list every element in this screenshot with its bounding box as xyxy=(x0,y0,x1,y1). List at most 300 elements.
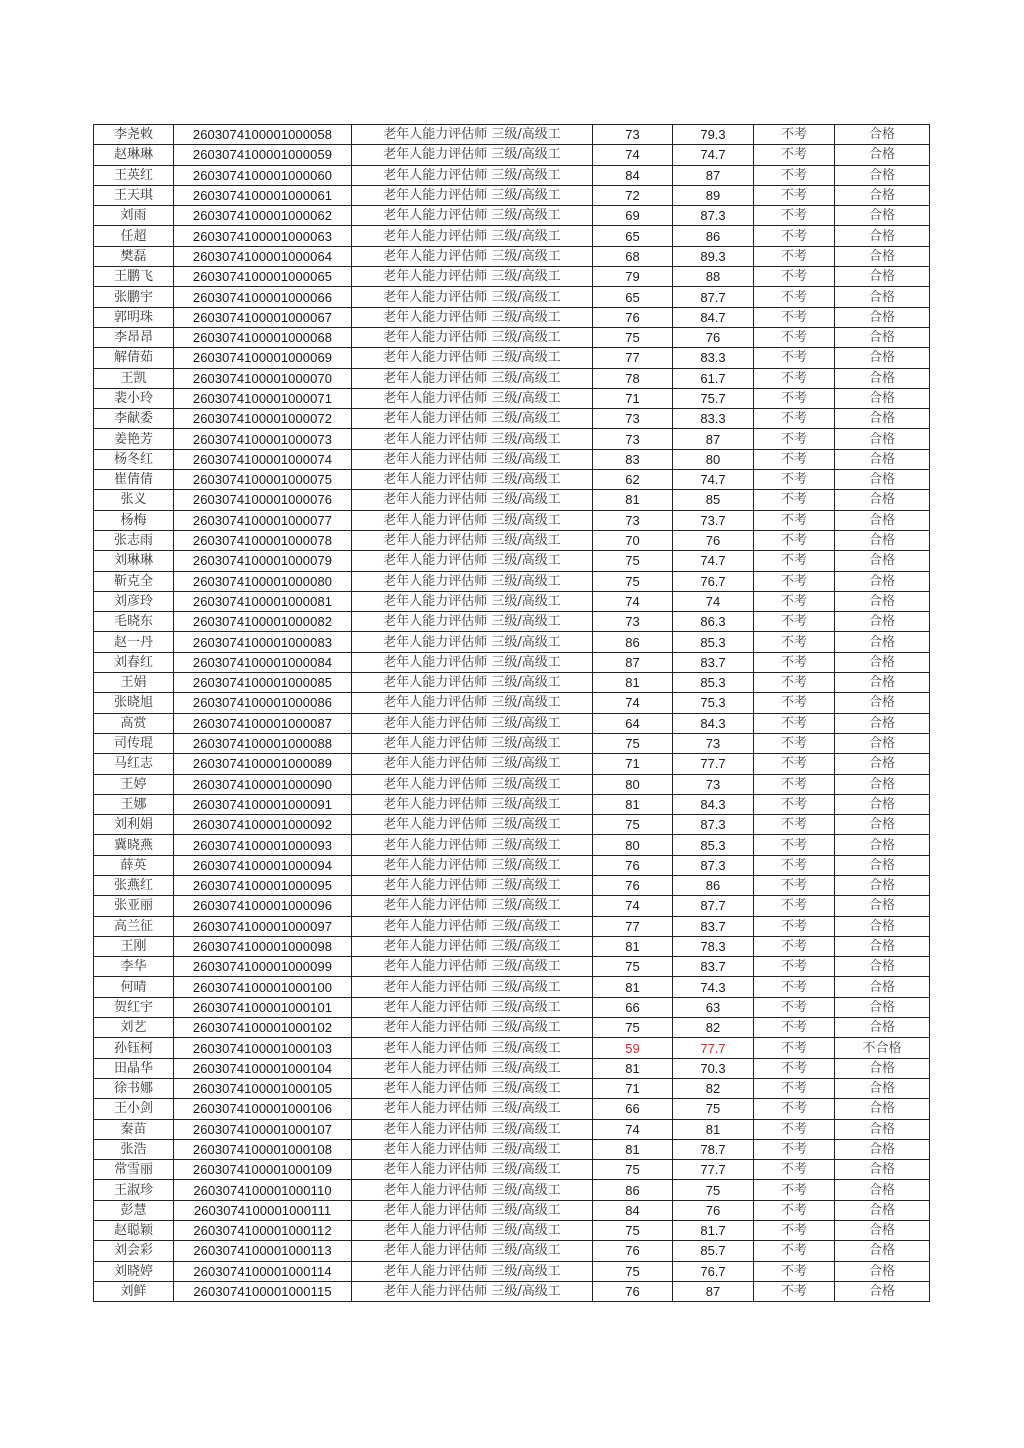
candidate-id: 2603074100001000059 xyxy=(174,145,352,165)
candidate-name: 刘会彩 xyxy=(94,1241,174,1261)
theory-score: 84 xyxy=(593,1200,673,1220)
theory-score: 66 xyxy=(593,997,673,1017)
table-row xyxy=(94,307,930,327)
candidate-id: 2603074100001000077 xyxy=(174,510,352,530)
result-status: 合格 xyxy=(835,165,930,185)
occupation-level: 老年人能力评估师 三级/高级工 xyxy=(352,754,593,774)
table-row xyxy=(94,1160,930,1180)
skill-score: 85.3 xyxy=(673,835,754,855)
table-row xyxy=(94,774,930,794)
candidate-name: 刘艺 xyxy=(94,1018,174,1038)
occupation-level: 老年人能力评估师 三级/高级工 xyxy=(352,733,593,753)
table-row xyxy=(94,1221,930,1241)
table-row xyxy=(94,1261,930,1281)
skill-score: 87 xyxy=(673,1281,754,1301)
table-row xyxy=(94,125,930,145)
table-row xyxy=(94,1099,930,1119)
theory-score: 75 xyxy=(593,1261,673,1281)
candidate-name: 常雪丽 xyxy=(94,1160,174,1180)
theory-score: 75 xyxy=(593,815,673,835)
candidate-id: 2603074100001000109 xyxy=(174,1160,352,1180)
table-row xyxy=(94,145,930,165)
occupation-level: 老年人能力评估师 三级/高级工 xyxy=(352,1221,593,1241)
result-status: 合格 xyxy=(835,1221,930,1241)
skill-score: 88 xyxy=(673,267,754,287)
result-status: 合格 xyxy=(835,267,930,287)
skill-score: 89.3 xyxy=(673,246,754,266)
candidate-id: 2603074100001000108 xyxy=(174,1139,352,1159)
review-score: 不考 xyxy=(754,470,835,490)
candidate-name: 秦苗 xyxy=(94,1119,174,1139)
review-score: 不考 xyxy=(754,185,835,205)
occupation-level: 老年人能力评估师 三级/高级工 xyxy=(352,673,593,693)
candidate-id: 2603074100001000073 xyxy=(174,429,352,449)
candidate-name: 冀晓燕 xyxy=(94,835,174,855)
candidate-id: 2603074100001000080 xyxy=(174,571,352,591)
occupation-level: 老年人能力评估师 三级/高级工 xyxy=(352,794,593,814)
occupation-level: 老年人能力评估师 三级/高级工 xyxy=(352,307,593,327)
candidate-name: 靳克全 xyxy=(94,571,174,591)
table-row xyxy=(94,591,930,611)
occupation-level: 老年人能力评估师 三级/高级工 xyxy=(352,1038,593,1058)
review-score: 不考 xyxy=(754,815,835,835)
candidate-id: 2603074100001000078 xyxy=(174,530,352,550)
occupation-level: 老年人能力评估师 三级/高级工 xyxy=(352,896,593,916)
skill-score: 87.7 xyxy=(673,287,754,307)
table-row xyxy=(94,875,930,895)
occupation-level: 老年人能力评估师 三级/高级工 xyxy=(352,591,593,611)
occupation-level: 老年人能力评估师 三级/高级工 xyxy=(352,1078,593,1098)
occupation-level: 老年人能力评估师 三级/高级工 xyxy=(352,612,593,632)
theory-score: 65 xyxy=(593,226,673,246)
table-row xyxy=(94,612,930,632)
candidate-name: 王天琪 xyxy=(94,185,174,205)
theory-score: 81 xyxy=(593,1058,673,1078)
skill-score: 87.3 xyxy=(673,815,754,835)
review-score: 不考 xyxy=(754,612,835,632)
candidate-id: 2603074100001000072 xyxy=(174,409,352,429)
result-status: 合格 xyxy=(835,794,930,814)
theory-score: 79 xyxy=(593,267,673,287)
result-status: 合格 xyxy=(835,206,930,226)
table-row xyxy=(94,571,930,591)
result-status: 合格 xyxy=(835,490,930,510)
occupation-level: 老年人能力评估师 三级/高级工 xyxy=(352,571,593,591)
candidate-id: 2603074100001000084 xyxy=(174,652,352,672)
table-row xyxy=(94,348,930,368)
theory-score: 59 xyxy=(593,1038,673,1058)
result-status: 合格 xyxy=(835,1281,930,1301)
candidate-name: 赵聪颖 xyxy=(94,1221,174,1241)
skill-score: 74.7 xyxy=(673,551,754,571)
occupation-level: 老年人能力评估师 三级/高级工 xyxy=(352,1261,593,1281)
skill-score: 61.7 xyxy=(673,368,754,388)
skill-score: 84.3 xyxy=(673,794,754,814)
skill-score: 83.3 xyxy=(673,409,754,429)
candidate-name: 刘晓婷 xyxy=(94,1261,174,1281)
candidate-name: 郭明珠 xyxy=(94,307,174,327)
review-score: 不考 xyxy=(754,571,835,591)
theory-score: 75 xyxy=(593,327,673,347)
occupation-level: 老年人能力评估师 三级/高级工 xyxy=(352,551,593,571)
candidate-id: 2603074100001000085 xyxy=(174,673,352,693)
review-score: 不考 xyxy=(754,1281,835,1301)
table-row xyxy=(94,368,930,388)
review-score: 不考 xyxy=(754,794,835,814)
table-row xyxy=(94,794,930,814)
theory-score: 75 xyxy=(593,1018,673,1038)
review-score: 不考 xyxy=(754,287,835,307)
table-row xyxy=(94,510,930,530)
theory-score: 75 xyxy=(593,571,673,591)
candidate-id: 2603074100001000096 xyxy=(174,896,352,916)
candidate-name: 杨梅 xyxy=(94,510,174,530)
candidate-name: 任超 xyxy=(94,226,174,246)
table-row xyxy=(94,429,930,449)
occupation-level: 老年人能力评估师 三级/高级工 xyxy=(352,1241,593,1261)
table-row xyxy=(94,287,930,307)
candidate-name: 杨冬红 xyxy=(94,449,174,469)
candidate-id: 2603074100001000067 xyxy=(174,307,352,327)
review-score: 不考 xyxy=(754,429,835,449)
occupation-level: 老年人能力评估师 三级/高级工 xyxy=(352,652,593,672)
result-status: 合格 xyxy=(835,470,930,490)
theory-score: 75 xyxy=(593,733,673,753)
review-score: 不考 xyxy=(754,997,835,1017)
table-row xyxy=(94,1200,930,1220)
candidate-id: 2603074100001000088 xyxy=(174,733,352,753)
candidate-id: 2603074100001000107 xyxy=(174,1119,352,1139)
review-score: 不考 xyxy=(754,875,835,895)
occupation-level: 老年人能力评估师 三级/高级工 xyxy=(352,1058,593,1078)
table-row xyxy=(94,1058,930,1078)
candidate-name: 崔倩倩 xyxy=(94,470,174,490)
occupation-level: 老年人能力评估师 三级/高级工 xyxy=(352,1281,593,1301)
theory-score: 80 xyxy=(593,835,673,855)
skill-score: 86 xyxy=(673,875,754,895)
review-score: 不考 xyxy=(754,1180,835,1200)
occupation-level: 老年人能力评估师 三级/高级工 xyxy=(352,490,593,510)
skill-score: 76.7 xyxy=(673,571,754,591)
theory-score: 65 xyxy=(593,287,673,307)
candidate-id: 2603074100001000103 xyxy=(174,1038,352,1058)
result-status: 合格 xyxy=(835,1139,930,1159)
table-row xyxy=(94,226,930,246)
occupation-level: 老年人能力评估师 三级/高级工 xyxy=(352,327,593,347)
table-row xyxy=(94,673,930,693)
candidate-name: 彭慧 xyxy=(94,1200,174,1220)
occupation-level: 老年人能力评估师 三级/高级工 xyxy=(352,1139,593,1159)
table-body xyxy=(94,125,930,1302)
result-status: 合格 xyxy=(835,713,930,733)
candidate-name: 孙钰柯 xyxy=(94,1038,174,1058)
occupation-level: 老年人能力评估师 三级/高级工 xyxy=(352,165,593,185)
occupation-level: 老年人能力评估师 三级/高级工 xyxy=(352,125,593,145)
candidate-name: 何晴 xyxy=(94,977,174,997)
table-row xyxy=(94,530,930,550)
candidate-name: 薛英 xyxy=(94,855,174,875)
candidate-name: 刘雨 xyxy=(94,206,174,226)
review-score: 不考 xyxy=(754,774,835,794)
candidate-id: 2603074100001000097 xyxy=(174,916,352,936)
candidate-id: 2603074100001000102 xyxy=(174,1018,352,1038)
candidate-name: 高兰征 xyxy=(94,916,174,936)
skill-score: 74.7 xyxy=(673,470,754,490)
review-score: 不考 xyxy=(754,267,835,287)
occupation-level: 老年人能力评估师 三级/高级工 xyxy=(352,409,593,429)
review-score: 不考 xyxy=(754,125,835,145)
candidate-id: 2603074100001000106 xyxy=(174,1099,352,1119)
skill-score: 74.3 xyxy=(673,977,754,997)
theory-score: 68 xyxy=(593,246,673,266)
candidate-id: 2603074100001000062 xyxy=(174,206,352,226)
table-row xyxy=(94,733,930,753)
review-score: 不考 xyxy=(754,368,835,388)
table-row xyxy=(94,388,930,408)
review-score: 不考 xyxy=(754,957,835,977)
occupation-level: 老年人能力评估师 三级/高级工 xyxy=(352,693,593,713)
review-score: 不考 xyxy=(754,673,835,693)
candidate-name: 樊磊 xyxy=(94,246,174,266)
skill-score: 78.7 xyxy=(673,1139,754,1159)
result-status: 合格 xyxy=(835,1180,930,1200)
table-row xyxy=(94,896,930,916)
candidate-id: 2603074100001000065 xyxy=(174,267,352,287)
skill-score: 73 xyxy=(673,733,754,753)
result-status: 合格 xyxy=(835,896,930,916)
review-score: 不考 xyxy=(754,1139,835,1159)
candidate-id: 2603074100001000061 xyxy=(174,185,352,205)
theory-score: 84 xyxy=(593,165,673,185)
occupation-level: 老年人能力评估师 三级/高级工 xyxy=(352,449,593,469)
candidate-name: 王刚 xyxy=(94,936,174,956)
theory-score: 77 xyxy=(593,916,673,936)
candidate-name: 姜艳芳 xyxy=(94,429,174,449)
occupation-level: 老年人能力评估师 三级/高级工 xyxy=(352,510,593,530)
candidate-name: 裴小玲 xyxy=(94,388,174,408)
review-score: 不考 xyxy=(754,348,835,368)
result-status: 合格 xyxy=(835,246,930,266)
table-row xyxy=(94,977,930,997)
review-score: 不考 xyxy=(754,449,835,469)
skill-score: 76.7 xyxy=(673,1261,754,1281)
theory-score: 86 xyxy=(593,1180,673,1200)
occupation-level: 老年人能力评估师 三级/高级工 xyxy=(352,815,593,835)
occupation-level: 老年人能力评估师 三级/高级工 xyxy=(352,1018,593,1038)
skill-score: 75 xyxy=(673,1180,754,1200)
table-row xyxy=(94,1038,930,1058)
theory-score: 76 xyxy=(593,1241,673,1261)
theory-score: 73 xyxy=(593,429,673,449)
candidate-id: 2603074100001000092 xyxy=(174,815,352,835)
candidate-name: 王凯 xyxy=(94,368,174,388)
occupation-level: 老年人能力评估师 三级/高级工 xyxy=(352,470,593,490)
candidate-name: 赵琳琳 xyxy=(94,145,174,165)
candidate-id: 2603074100001000090 xyxy=(174,774,352,794)
table-row xyxy=(94,470,930,490)
candidate-id: 2603074100001000079 xyxy=(174,551,352,571)
table-row xyxy=(94,693,930,713)
occupation-level: 老年人能力评估师 三级/高级工 xyxy=(352,916,593,936)
review-score: 不考 xyxy=(754,1160,835,1180)
candidate-name: 张鹏宇 xyxy=(94,287,174,307)
review-score: 不考 xyxy=(754,754,835,774)
skill-score: 75.3 xyxy=(673,693,754,713)
candidate-id: 2603074100001000093 xyxy=(174,835,352,855)
occupation-level: 老年人能力评估师 三级/高级工 xyxy=(352,429,593,449)
candidate-id: 2603074100001000060 xyxy=(174,165,352,185)
candidate-name: 刘鲜 xyxy=(94,1281,174,1301)
candidate-id: 2603074100001000095 xyxy=(174,875,352,895)
occupation-level: 老年人能力评估师 三级/高级工 xyxy=(352,145,593,165)
candidate-name: 李献委 xyxy=(94,409,174,429)
occupation-level: 老年人能力评估师 三级/高级工 xyxy=(352,206,593,226)
table-row xyxy=(94,246,930,266)
candidate-id: 2603074100001000076 xyxy=(174,490,352,510)
occupation-level: 老年人能力评估师 三级/高级工 xyxy=(352,835,593,855)
review-score: 不考 xyxy=(754,652,835,672)
table-row xyxy=(94,855,930,875)
table-row xyxy=(94,997,930,1017)
theory-score: 66 xyxy=(593,1099,673,1119)
result-status: 合格 xyxy=(835,652,930,672)
table-row xyxy=(94,632,930,652)
table-row xyxy=(94,1119,930,1139)
skill-score: 77.7 xyxy=(673,754,754,774)
candidate-name: 张亚丽 xyxy=(94,896,174,916)
result-status: 合格 xyxy=(835,1241,930,1261)
occupation-level: 老年人能力评估师 三级/高级工 xyxy=(352,368,593,388)
candidate-name: 王鹏飞 xyxy=(94,267,174,287)
review-score: 不考 xyxy=(754,226,835,246)
candidate-id: 2603074100001000063 xyxy=(174,226,352,246)
candidate-id: 2603074100001000083 xyxy=(174,632,352,652)
theory-score: 75 xyxy=(593,957,673,977)
result-status: 合格 xyxy=(835,368,930,388)
skill-score: 87.3 xyxy=(673,855,754,875)
result-status: 合格 xyxy=(835,145,930,165)
candidate-name: 刘琳琳 xyxy=(94,551,174,571)
candidate-name: 王娟 xyxy=(94,673,174,693)
skill-score: 83.7 xyxy=(673,957,754,977)
table-row xyxy=(94,165,930,185)
result-status: 合格 xyxy=(835,449,930,469)
table-row xyxy=(94,713,930,733)
skill-score: 83.7 xyxy=(673,652,754,672)
table-row xyxy=(94,1078,930,1098)
result-status: 合格 xyxy=(835,1160,930,1180)
occupation-level: 老年人能力评估师 三级/高级工 xyxy=(352,226,593,246)
occupation-level: 老年人能力评估师 三级/高级工 xyxy=(352,267,593,287)
review-score: 不考 xyxy=(754,835,835,855)
table-row xyxy=(94,409,930,429)
result-status: 合格 xyxy=(835,1200,930,1220)
theory-score: 71 xyxy=(593,388,673,408)
theory-score: 74 xyxy=(593,693,673,713)
table-row xyxy=(94,936,930,956)
review-score: 不考 xyxy=(754,1261,835,1281)
review-score: 不考 xyxy=(754,1221,835,1241)
table-row xyxy=(94,267,930,287)
table-row xyxy=(94,835,930,855)
review-score: 不考 xyxy=(754,1241,835,1261)
skill-score: 74.7 xyxy=(673,145,754,165)
candidate-name: 张志雨 xyxy=(94,530,174,550)
result-status: 合格 xyxy=(835,855,930,875)
review-score: 不考 xyxy=(754,530,835,550)
skill-score: 87 xyxy=(673,165,754,185)
occupation-level: 老年人能力评估师 三级/高级工 xyxy=(352,1200,593,1220)
occupation-level: 老年人能力评估师 三级/高级工 xyxy=(352,774,593,794)
skill-score: 87.3 xyxy=(673,206,754,226)
result-status: 合格 xyxy=(835,226,930,246)
result-status: 合格 xyxy=(835,510,930,530)
skill-score: 87.7 xyxy=(673,896,754,916)
occupation-level: 老年人能力评估师 三级/高级工 xyxy=(352,388,593,408)
skill-score: 63 xyxy=(673,997,754,1017)
review-score: 不考 xyxy=(754,145,835,165)
theory-score: 81 xyxy=(593,1139,673,1159)
result-status: 合格 xyxy=(835,612,930,632)
candidate-name: 赵一丹 xyxy=(94,632,174,652)
result-status: 合格 xyxy=(835,125,930,145)
theory-score: 78 xyxy=(593,368,673,388)
theory-score: 74 xyxy=(593,145,673,165)
review-score: 不考 xyxy=(754,733,835,753)
theory-score: 73 xyxy=(593,125,673,145)
candidate-name: 刘彦玲 xyxy=(94,591,174,611)
theory-score: 70 xyxy=(593,530,673,550)
result-status: 合格 xyxy=(835,409,930,429)
candidate-name: 王英红 xyxy=(94,165,174,185)
result-status: 合格 xyxy=(835,1078,930,1098)
theory-score: 81 xyxy=(593,977,673,997)
result-status: 合格 xyxy=(835,632,930,652)
candidate-name: 田晶华 xyxy=(94,1058,174,1078)
theory-score: 81 xyxy=(593,673,673,693)
candidate-name: 王娜 xyxy=(94,794,174,814)
result-status: 合格 xyxy=(835,1018,930,1038)
result-status: 合格 xyxy=(835,551,930,571)
result-status: 合格 xyxy=(835,997,930,1017)
review-score: 不考 xyxy=(754,1038,835,1058)
review-score: 不考 xyxy=(754,1078,835,1098)
theory-score: 74 xyxy=(593,896,673,916)
occupation-level: 老年人能力评估师 三级/高级工 xyxy=(352,185,593,205)
candidate-id: 2603074100001000068 xyxy=(174,327,352,347)
review-score: 不考 xyxy=(754,206,835,226)
candidate-name: 王婷 xyxy=(94,774,174,794)
review-score: 不考 xyxy=(754,551,835,571)
skill-score: 85.3 xyxy=(673,673,754,693)
result-status: 合格 xyxy=(835,673,930,693)
candidate-id: 2603074100001000091 xyxy=(174,794,352,814)
candidate-id: 2603074100001000081 xyxy=(174,591,352,611)
theory-score: 73 xyxy=(593,409,673,429)
result-status: 合格 xyxy=(835,348,930,368)
result-status: 合格 xyxy=(835,977,930,997)
result-status: 合格 xyxy=(835,185,930,205)
occupation-level: 老年人能力评估师 三级/高级工 xyxy=(352,1180,593,1200)
skill-score: 76 xyxy=(673,1200,754,1220)
review-score: 不考 xyxy=(754,916,835,936)
candidate-name: 张晓旭 xyxy=(94,693,174,713)
theory-score: 71 xyxy=(593,1078,673,1098)
result-status: 合格 xyxy=(835,1099,930,1119)
review-score: 不考 xyxy=(754,1200,835,1220)
occupation-level: 老年人能力评估师 三级/高级工 xyxy=(352,936,593,956)
candidate-name: 刘春红 xyxy=(94,652,174,672)
